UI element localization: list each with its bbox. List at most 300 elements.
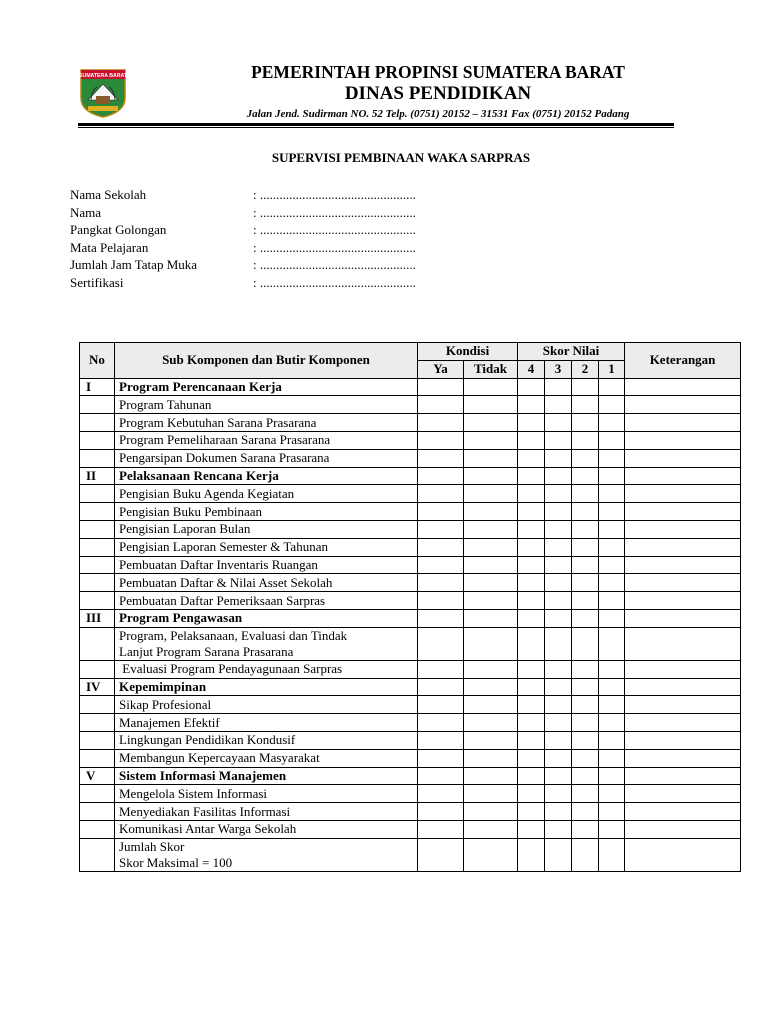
- cell-keterangan[interactable]: [625, 485, 741, 503]
- cell-score-4[interactable]: [518, 449, 545, 467]
- cell-ya[interactable]: [418, 749, 464, 767]
- cell-score-3[interactable]: [545, 731, 572, 749]
- cell-ya[interactable]: [418, 538, 464, 556]
- cell-score-3[interactable]: [545, 556, 572, 574]
- cell-score-3[interactable]: [545, 749, 572, 767]
- header-component: Sub Komponen dan Butir Komponen: [115, 343, 418, 379]
- component-item: Komunikasi Antar Warga Sekolah: [115, 820, 418, 838]
- header-skor-nilai: Skor Nilai: [518, 343, 625, 361]
- cell-score-4[interactable]: [518, 503, 545, 521]
- cell-keterangan[interactable]: [625, 627, 741, 660]
- row-number: [80, 785, 115, 803]
- cell-tidak[interactable]: [464, 467, 518, 485]
- cell-score-3[interactable]: [545, 467, 572, 485]
- cell-score-1[interactable]: [599, 378, 625, 396]
- field-nama: [70, 204, 470, 222]
- cell-score-1[interactable]: [599, 660, 625, 678]
- row-number: [80, 485, 115, 503]
- cell-keterangan[interactable]: [625, 714, 741, 732]
- department-name: DINAS PENDIDIKAN: [344, 83, 532, 104]
- cell-tidak[interactable]: [464, 767, 518, 785]
- cell-score-3[interactable]: [545, 838, 572, 871]
- cell-score-1[interactable]: [599, 520, 625, 538]
- header-score-1: 1: [599, 360, 625, 378]
- cell-score-2[interactable]: [572, 574, 599, 592]
- cell-keterangan[interactable]: [625, 503, 741, 521]
- header-kondisi: Kondisi: [418, 343, 518, 361]
- section-title: Kepemimpinan: [115, 678, 418, 696]
- row-number: [80, 820, 115, 838]
- field-mata-pelajaran: [70, 239, 470, 257]
- cell-score-1[interactable]: [599, 749, 625, 767]
- cell-score-1[interactable]: [599, 449, 625, 467]
- cell-score-4[interactable]: [518, 627, 545, 660]
- cell-ya[interactable]: [418, 378, 464, 396]
- cell-score-4[interactable]: [518, 660, 545, 678]
- table-row: [80, 431, 741, 449]
- cell-ya[interactable]: [418, 660, 464, 678]
- cell-ya[interactable]: [418, 714, 464, 732]
- row-number: [80, 449, 115, 467]
- cell-score-2[interactable]: [572, 731, 599, 749]
- component-line: Skor Maksimal = 100: [119, 854, 233, 870]
- cell-ya[interactable]: [418, 449, 464, 467]
- cell-tidak[interactable]: [464, 714, 518, 732]
- cell-score-4[interactable]: [518, 485, 545, 503]
- cell-tidak[interactable]: [464, 731, 518, 749]
- cell-score-2[interactable]: [572, 803, 599, 821]
- cell-score-3[interactable]: [545, 803, 572, 821]
- cell-ya[interactable]: [418, 574, 464, 592]
- cell-score-1[interactable]: [599, 503, 625, 521]
- table-row: [80, 731, 741, 749]
- row-number: III: [80, 609, 115, 627]
- cell-tidak[interactable]: [464, 696, 518, 714]
- cell-score-1[interactable]: [599, 731, 625, 749]
- cell-score-2[interactable]: [572, 592, 599, 610]
- province-emblem-icon: [78, 68, 128, 118]
- cell-score-4[interactable]: [518, 609, 545, 627]
- cell-tidak[interactable]: [464, 785, 518, 803]
- cell-score-1[interactable]: [599, 803, 625, 821]
- component-item: Menyediakan Fasilitas Informasi: [115, 803, 418, 821]
- cell-keterangan[interactable]: [625, 767, 741, 785]
- cell-score-2[interactable]: [572, 449, 599, 467]
- cell-score-3[interactable]: [545, 696, 572, 714]
- cell-score-1[interactable]: [599, 396, 625, 414]
- cell-score-4[interactable]: [518, 749, 545, 767]
- row-number: [80, 574, 115, 592]
- cell-score-4[interactable]: [518, 378, 545, 396]
- cell-keterangan[interactable]: [625, 378, 741, 396]
- row-number: [80, 731, 115, 749]
- header-score-2: 2: [572, 360, 599, 378]
- component-item: Pengisian Buku Agenda Kegiatan: [115, 485, 418, 503]
- cell-ya[interactable]: [418, 627, 464, 660]
- cell-ya[interactable]: [418, 696, 464, 714]
- cell-score-3[interactable]: [545, 592, 572, 610]
- cell-ya[interactable]: [418, 431, 464, 449]
- cell-keterangan[interactable]: [625, 696, 741, 714]
- cell-score-2[interactable]: [572, 767, 599, 785]
- cell-keterangan[interactable]: [625, 660, 741, 678]
- section-row: [80, 467, 741, 485]
- cell-ya[interactable]: [418, 838, 464, 871]
- cell-keterangan[interactable]: [625, 592, 741, 610]
- cell-keterangan[interactable]: [625, 749, 741, 767]
- cell-score-4[interactable]: [518, 592, 545, 610]
- row-number: I: [80, 378, 115, 396]
- row-number: [80, 696, 115, 714]
- cell-score-3[interactable]: [545, 609, 572, 627]
- cell-score-1[interactable]: [599, 820, 625, 838]
- component-item: [115, 627, 418, 660]
- cell-score-1[interactable]: [599, 556, 625, 574]
- field-label: Nama: [70, 204, 102, 220]
- cell-tidak[interactable]: [464, 609, 518, 627]
- cell-score-3[interactable]: [545, 767, 572, 785]
- cell-score-2[interactable]: [572, 627, 599, 660]
- row-number: [80, 538, 115, 556]
- cell-keterangan[interactable]: [625, 431, 741, 449]
- row-number: II: [80, 467, 115, 485]
- cell-score-2[interactable]: [572, 749, 599, 767]
- row-number: [80, 396, 115, 414]
- cell-score-2[interactable]: [572, 431, 599, 449]
- cell-score-3[interactable]: [545, 503, 572, 521]
- field-label: Mata Pelajaran: [70, 239, 149, 255]
- cell-tidak[interactable]: [464, 749, 518, 767]
- component-item: Pembuatan Daftar Inventaris Ruangan: [115, 556, 418, 574]
- cell-keterangan[interactable]: [625, 414, 741, 432]
- component-item: Program Kebutuhan Sarana Prasarana: [115, 414, 418, 432]
- table-row: [80, 714, 741, 732]
- field-sertifikasi: [70, 274, 470, 292]
- header-score-3: 3: [545, 360, 572, 378]
- cell-score-2[interactable]: [572, 485, 599, 503]
- cell-ya[interactable]: [418, 485, 464, 503]
- row-number: [80, 556, 115, 574]
- row-number: IV: [80, 678, 115, 696]
- field-blank: : ................................................: [253, 222, 416, 237]
- office-address: Jalan Jend. Sudirman NO. 52 Telp. (0751) 20152 – 31531 Fax (0751) 20152 Padang: [246, 108, 630, 120]
- supervision-table: [79, 342, 741, 872]
- table-row: [80, 820, 741, 838]
- government-name: PEMERINTAH PROPINSI SUMATERA BARAT: [251, 62, 625, 82]
- field-pangkat-golongan: [70, 221, 470, 239]
- cell-score-1[interactable]: [599, 627, 625, 660]
- component-item: Pengisian Laporan Semester & Tahunan: [115, 538, 418, 556]
- cell-score-2[interactable]: [572, 838, 599, 871]
- table-row: [80, 627, 741, 660]
- cell-ya[interactable]: [418, 556, 464, 574]
- cell-score-3[interactable]: [545, 520, 572, 538]
- cell-keterangan[interactable]: [625, 820, 741, 838]
- cell-score-1[interactable]: [599, 414, 625, 432]
- cell-keterangan[interactable]: [625, 785, 741, 803]
- cell-ya[interactable]: [418, 520, 464, 538]
- cell-score-2[interactable]: [572, 714, 599, 732]
- cell-score-3[interactable]: [545, 449, 572, 467]
- table-row: [80, 485, 741, 503]
- field-label: Sertifikasi: [70, 274, 124, 290]
- cell-score-3[interactable]: [545, 485, 572, 503]
- row-number: [80, 431, 115, 449]
- cell-score-4[interactable]: [518, 538, 545, 556]
- cell-score-2[interactable]: [572, 820, 599, 838]
- component-item: [115, 838, 418, 871]
- section-title: Sistem Informasi Manajemen: [115, 767, 418, 785]
- letterhead-text: [158, 60, 718, 123]
- cell-keterangan[interactable]: [625, 678, 741, 696]
- component-item: Pembuatan Daftar & Nilai Asset Sekolah: [115, 574, 418, 592]
- cell-ya[interactable]: [418, 767, 464, 785]
- field-label: Pangkat Golongan: [70, 222, 167, 237]
- cell-tidak[interactable]: [464, 820, 518, 838]
- section-title: Program Perencanaan Kerja: [115, 378, 418, 396]
- field-blank: : ................................................: [253, 204, 416, 220]
- table-row: [80, 803, 741, 821]
- cell-tidak[interactable]: [464, 592, 518, 610]
- table-row: [80, 449, 741, 467]
- cell-score-1[interactable]: [599, 431, 625, 449]
- cell-score-3[interactable]: [545, 785, 572, 803]
- cell-score-4[interactable]: [518, 678, 545, 696]
- cell-score-2[interactable]: [572, 467, 599, 485]
- component-item: Pembuatan Daftar Pemeriksaan Sarpras: [115, 592, 418, 610]
- component-item: Pengisian Laporan Bulan: [115, 520, 418, 538]
- table-row: [80, 785, 741, 803]
- cell-score-2[interactable]: [572, 520, 599, 538]
- table-row: [80, 503, 741, 521]
- row-number: [80, 714, 115, 732]
- cell-score-3[interactable]: [545, 574, 572, 592]
- cell-score-1[interactable]: [599, 714, 625, 732]
- cell-score-4[interactable]: [518, 574, 545, 592]
- table-row: [80, 592, 741, 610]
- cell-tidak[interactable]: [464, 414, 518, 432]
- cell-score-3[interactable]: [545, 627, 572, 660]
- field-blank: : ................................................: [253, 274, 416, 290]
- field-nama-sekolah: [70, 186, 470, 204]
- cell-score-2[interactable]: [572, 609, 599, 627]
- field-jumlah-jam: [70, 256, 470, 274]
- cell-tidak[interactable]: [464, 678, 518, 696]
- cell-score-4[interactable]: [518, 785, 545, 803]
- cell-keterangan[interactable]: [625, 609, 741, 627]
- cell-score-1[interactable]: [599, 574, 625, 592]
- header-no: No: [80, 343, 115, 379]
- row-number: V: [80, 767, 115, 785]
- cell-ya[interactable]: [418, 731, 464, 749]
- cell-keterangan[interactable]: [625, 838, 741, 871]
- cell-keterangan[interactable]: [625, 556, 741, 574]
- cell-score-2[interactable]: [572, 414, 599, 432]
- cell-score-2[interactable]: [572, 503, 599, 521]
- cell-tidak[interactable]: [464, 431, 518, 449]
- cell-tidak[interactable]: [464, 556, 518, 574]
- cell-score-2[interactable]: [572, 378, 599, 396]
- cell-ya[interactable]: [418, 414, 464, 432]
- cell-ya[interactable]: [418, 503, 464, 521]
- field-blank: : ................................................: [253, 239, 416, 255]
- cell-score-1[interactable]: [599, 467, 625, 485]
- cell-score-2[interactable]: [572, 538, 599, 556]
- cell-score-4[interactable]: [518, 820, 545, 838]
- cell-score-4[interactable]: [518, 431, 545, 449]
- field-label: Nama Sekolah: [70, 187, 147, 202]
- cell-ya[interactable]: [418, 785, 464, 803]
- cell-ya[interactable]: [418, 803, 464, 821]
- cell-tidak[interactable]: [464, 378, 518, 396]
- cell-tidak[interactable]: [464, 574, 518, 592]
- cell-score-1[interactable]: [599, 838, 625, 871]
- cell-score-3[interactable]: [545, 660, 572, 678]
- cell-ya[interactable]: [418, 678, 464, 696]
- row-number: [80, 520, 115, 538]
- cell-tidak[interactable]: [464, 538, 518, 556]
- header-keterangan: Keterangan: [625, 343, 741, 379]
- row-number: [80, 660, 115, 678]
- cell-score-2[interactable]: [572, 678, 599, 696]
- cell-score-1[interactable]: [599, 609, 625, 627]
- cell-score-4[interactable]: [518, 467, 545, 485]
- table-row: [80, 520, 741, 538]
- row-number: [80, 838, 115, 871]
- component-item: Evaluasi Program Pendayagunaan Sarpras: [115, 660, 418, 678]
- cell-keterangan[interactable]: [625, 574, 741, 592]
- cell-score-3[interactable]: [545, 431, 572, 449]
- table-row: [80, 574, 741, 592]
- cell-keterangan[interactable]: [625, 520, 741, 538]
- header-tidak: Tidak: [464, 360, 518, 378]
- section-row: [80, 767, 741, 785]
- cell-score-3[interactable]: [545, 714, 572, 732]
- cell-score-3[interactable]: [545, 820, 572, 838]
- cell-score-3[interactable]: [545, 378, 572, 396]
- cell-tidak[interactable]: [464, 520, 518, 538]
- cell-score-4[interactable]: [518, 731, 545, 749]
- cell-score-3[interactable]: [545, 396, 572, 414]
- header-rule-thin: [78, 127, 674, 128]
- table-row: [80, 696, 741, 714]
- cell-keterangan[interactable]: [625, 396, 741, 414]
- cell-keterangan[interactable]: [625, 538, 741, 556]
- cell-score-4[interactable]: [518, 414, 545, 432]
- cell-score-2[interactable]: [572, 696, 599, 714]
- header-score-4: 4: [518, 360, 545, 378]
- document-title: SUPERVISI PEMBINAAN WAKA SARPRAS: [271, 150, 531, 165]
- header-rule-thick: [78, 123, 674, 126]
- cell-tidak[interactable]: [464, 838, 518, 871]
- cell-score-4[interactable]: [518, 520, 545, 538]
- cell-score-1[interactable]: [599, 785, 625, 803]
- cell-keterangan[interactable]: [625, 803, 741, 821]
- cell-score-1[interactable]: [599, 678, 625, 696]
- cell-tidak[interactable]: [464, 503, 518, 521]
- component-item: Membangun Kepercayaan Masyarakat: [115, 749, 418, 767]
- section-title: Pelaksanaan Rencana Kerja: [115, 467, 418, 485]
- table-row: [80, 396, 741, 414]
- emblem-lettering: SUMATERA BARAT: [78, 73, 128, 79]
- cell-score-1[interactable]: [599, 592, 625, 610]
- section-row: [80, 678, 741, 696]
- cell-ya[interactable]: [418, 820, 464, 838]
- component-item: Lingkungan Pendidikan Kondusif: [115, 731, 418, 749]
- table-row: [80, 556, 741, 574]
- cell-score-4[interactable]: [518, 396, 545, 414]
- cell-score-4[interactable]: [518, 838, 545, 871]
- cell-keterangan[interactable]: [625, 449, 741, 467]
- cell-score-3[interactable]: [545, 414, 572, 432]
- section-row: [80, 378, 741, 396]
- cell-tidak[interactable]: [464, 449, 518, 467]
- cell-tidak[interactable]: [464, 485, 518, 503]
- cell-score-2[interactable]: [572, 660, 599, 678]
- component-item: Program Pemeliharaan Sarana Prasarana: [115, 431, 418, 449]
- row-number: [80, 503, 115, 521]
- field-blank: : ................................................: [253, 257, 416, 272]
- cell-score-1[interactable]: [599, 538, 625, 556]
- component-item: Mengelola Sistem Informasi: [115, 785, 418, 803]
- row-number: [80, 749, 115, 767]
- field-blank: : ................................................: [253, 187, 416, 202]
- row-number: [80, 414, 115, 432]
- cell-tidak[interactable]: [464, 803, 518, 821]
- cell-ya[interactable]: [418, 467, 464, 485]
- cell-score-3[interactable]: [545, 538, 572, 556]
- cell-ya[interactable]: [418, 592, 464, 610]
- cell-ya[interactable]: [418, 609, 464, 627]
- component-line: Lanjut Program Sarana Prasarana: [119, 643, 294, 659]
- cell-score-1[interactable]: [599, 485, 625, 503]
- component-item: Pengisian Buku Pembinaan: [115, 503, 418, 521]
- table-row: [80, 749, 741, 767]
- table-row: [80, 414, 741, 432]
- cell-score-4[interactable]: [518, 767, 545, 785]
- table-row: [80, 660, 741, 678]
- identity-fields: [70, 186, 470, 291]
- row-number: [80, 803, 115, 821]
- cell-tidak[interactable]: [464, 627, 518, 660]
- cell-keterangan[interactable]: [625, 467, 741, 485]
- cell-tidak[interactable]: [464, 396, 518, 414]
- table-row: [80, 538, 741, 556]
- section-title: Program Pengawasan: [115, 609, 418, 627]
- component-item: Manajemen Efektif: [115, 714, 418, 732]
- cell-score-2[interactable]: [572, 785, 599, 803]
- cell-score-4[interactable]: [518, 803, 545, 821]
- cell-score-2[interactable]: [572, 396, 599, 414]
- cell-score-2[interactable]: [572, 556, 599, 574]
- cell-keterangan[interactable]: [625, 731, 741, 749]
- cell-score-4[interactable]: [518, 696, 545, 714]
- field-label: Jumlah Jam Tatap Muka: [70, 257, 198, 272]
- cell-score-1[interactable]: [599, 767, 625, 785]
- cell-ya[interactable]: [418, 396, 464, 414]
- header-ya: Ya: [418, 360, 464, 378]
- cell-tidak[interactable]: [464, 660, 518, 678]
- component-item: Sikap Profesional: [115, 696, 418, 714]
- cell-score-4[interactable]: [518, 556, 545, 574]
- table-row: [80, 838, 741, 871]
- row-number: [80, 627, 115, 660]
- cell-score-3[interactable]: [545, 678, 572, 696]
- cell-score-1[interactable]: [599, 696, 625, 714]
- cell-score-4[interactable]: [518, 714, 545, 732]
- component-line: Jumlah Skor: [119, 838, 185, 854]
- section-row: [80, 609, 741, 627]
